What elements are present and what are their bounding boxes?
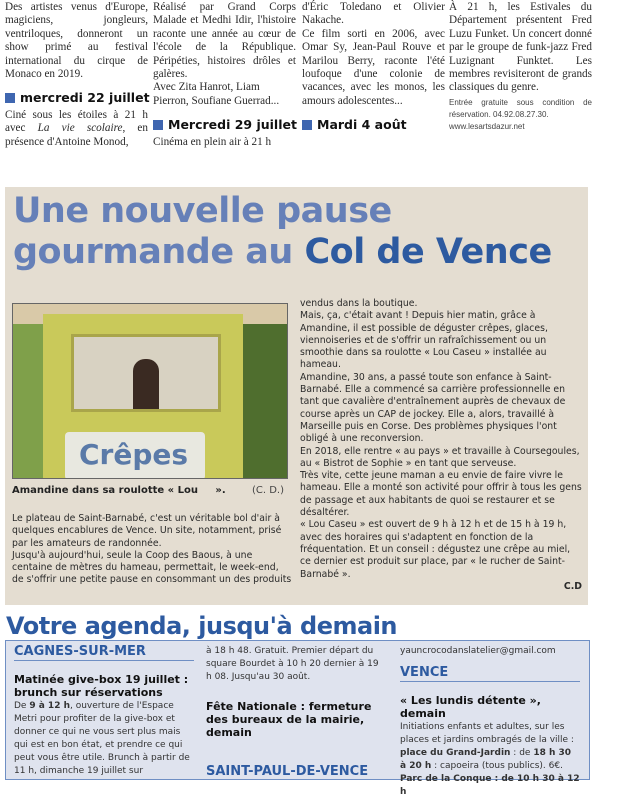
photo-credit: (C. D.)	[251, 485, 284, 496]
agenda-title: Votre agenda, jusqu'à demain	[6, 612, 398, 640]
email-link[interactable]: yauncrocodanslatelier@gmail.com	[400, 646, 556, 656]
film-title: La vie scolaire	[37, 122, 123, 135]
town-heading: SAINT-PAUL-DE-VENCE	[206, 764, 369, 779]
bullet-square-icon	[302, 120, 312, 130]
bullet-square-icon	[5, 93, 15, 103]
town-heading: VENCE	[400, 666, 580, 682]
article-text	[5, 109, 148, 149]
paragraph: vendus dans la boutique.	[300, 298, 418, 309]
event-time: 18 h 30 à 20 h	[400, 748, 572, 771]
text: Ciné sous les étoiles à 21 h avec	[5, 108, 148, 135]
article-body-left	[12, 513, 292, 587]
text: De	[14, 701, 30, 711]
text: : de	[510, 748, 534, 758]
agenda-box	[5, 640, 590, 797]
event-text: à 18 h 48. Gratuit. Premier départ du square Bourdet à 10 h 20 dernier à 19 h 08. Jusqu'au 30 août.	[206, 646, 379, 682]
date-heading-text: mercredi 22 juillet	[20, 90, 150, 106]
column-3	[302, 1, 445, 136]
agenda-column-1	[14, 645, 194, 778]
reservation-info: Entrée gratuite sous condition de réservation. 04.92.08.27.30.	[449, 97, 592, 119]
article-text: d'Éric Toledano et Olivier Nakache.	[302, 1, 445, 27]
agenda-column-2	[206, 645, 386, 792]
feature-article	[5, 187, 588, 605]
paragraph: Mais, ça, c'était avant ! Depuis hier matin, grâce à Amandine, il est possible de déguster crêpes, glaces, viennoiseries et de s'offrir un rafraîchissement ou un smoothie dans sa roulotte « Lou Caseu » installée au hameau.	[300, 310, 548, 371]
paragraph: Très vite, cette jeune maman a eu envie de faire vivre le hameau. Elle a monté son activité pour offrir à tous les gens de passage et aux habitants de quoi se restaurer et se désaltérer.	[300, 470, 582, 519]
photo-caption	[12, 485, 288, 496]
article-photo	[12, 303, 288, 479]
paragraph: Jusqu'à aujourd'hui, seule la Coop des Baous, à une centaine de mètres du hameau, permettait, le week-end, de s'offrir une petite pause en consommant un des produits	[12, 549, 292, 586]
date-heading	[153, 118, 296, 131]
date-heading-text: Mardi 4 août	[317, 117, 407, 133]
article-text: Cinéma en plein air à 21 h	[153, 135, 272, 148]
column-1	[5, 1, 148, 149]
column-2	[153, 1, 296, 149]
paragraph: « Lou Caseu » est ouvert de 9 h à 12 h et de 15 h à 19 h, avec des horaires qui s'adaptent en fonction de la fréquentation. Et un conseil : dégustez une crêpe au miel, ce dernier est produit sur place, par « le rucher de Saint-Barnabé ».	[300, 519, 571, 580]
column-4	[449, 1, 592, 133]
event-text	[14, 700, 194, 778]
title-highlight: Col de Vence	[304, 232, 552, 272]
event-heading: Fête Nationale : fermeture des bureaux de la mairie, demain	[206, 700, 372, 739]
caption-text: Amandine dans sa roulotte « Lou ».	[12, 485, 226, 496]
paragraph: Amandine, 30 ans, a passé toute son enfance à Saint-Barnabé. Elle a commencé sa carrière professionnelle en tant que cavalière d'entraînement auprès de chevaux de course après un CAP de jockey. Elle a, alors, travaillé à Marseille puis en Corse. Des problèmes physiques l'ont obligé à une reconversion.	[300, 371, 566, 445]
trees	[241, 324, 288, 479]
text: Initiations enfants et adultes, sur les places et jardins ombragés de la ville :	[400, 722, 574, 745]
date-heading	[5, 91, 148, 104]
article-text: Ce film sorti en 2006, avec Omar Sy, Jean-Paul Rouve et Marilou Berry, raconte l'été loufoque d'une colonie de vacances, avec les monos, les amours adolescentes...	[302, 27, 445, 107]
title-text: Une nouvelle pause gourmande au	[13, 191, 392, 272]
event-time: 9 à 12 h	[29, 701, 70, 711]
website-link[interactable]: www.lesartsdazur.net	[449, 121, 525, 131]
agenda-column-3	[400, 645, 580, 799]
date-heading-text: Mercredi 29 juillet	[168, 117, 297, 133]
date-heading	[302, 118, 445, 131]
text: , ouverture de l'Espace Metri pour profiter de la give-box et donner ce qui ne vous sert plus mais qui est en bon état, et prendre ce qui peut vous être utile. Brunch à partir de 11 h, dimanche 19 juillet sur	[14, 701, 190, 776]
text: : capoeira (tous publics). 6€.	[431, 761, 563, 771]
trees	[13, 324, 43, 479]
event-text	[400, 721, 580, 799]
article-text: Réalisé par Grand Corps Malade et Medhi Idir, l'histoire raconte une année au cœur de l'école de la République. Péripéties, histoires drôles et galères.	[153, 1, 296, 81]
town-heading: CAGNES-SUR-MER	[14, 645, 194, 661]
person	[133, 359, 159, 409]
bullet-square-icon	[153, 120, 163, 130]
article-text: À 21 h, les Estivales du Département présentent Fred Luzu Funket. Un concert donné par le groupe de funk-jazz Fred Luzignant Funktet. Les membres revisiteront de grands classiques du genre.	[449, 1, 592, 94]
place: Parc de la Conque : de 10 h 30 à 12 h	[400, 774, 580, 797]
article-text: Avec Zita Hanrot, Liam Pierron, Soufiane Guerrad...	[153, 81, 280, 107]
crepes-sign: Crêpes	[79, 438, 189, 471]
article-title	[13, 191, 588, 273]
article-text: Des artistes venus d'Europe, magiciens, jongleurs, ventriloques, donneront un show primé au festival international du cirque de Monaco en 2019.	[5, 1, 148, 81]
paragraph: Le plateau de Saint-Barnabé, c'est un véritable bol d'air à quelques encablures de Vence. Un site, notamment, prisé par les amateurs de randonnée.	[12, 513, 282, 549]
event-heading: « Les lundis détente », demain	[400, 694, 541, 720]
place: place du Grand-Jardin	[400, 748, 511, 758]
article-body-right	[300, 298, 582, 593]
text: , en présence d'Antoine Monod,	[5, 122, 148, 148]
author-signature: C.D	[563, 580, 582, 592]
event-heading: Matinée give-box 19 juillet : brunch sur réservations	[14, 673, 189, 699]
paragraph: En 2018, elle rentre « au pays » et travaille à Coursegoules, au « Bistrot de Sophie » en tant que serveuse.	[300, 445, 580, 469]
